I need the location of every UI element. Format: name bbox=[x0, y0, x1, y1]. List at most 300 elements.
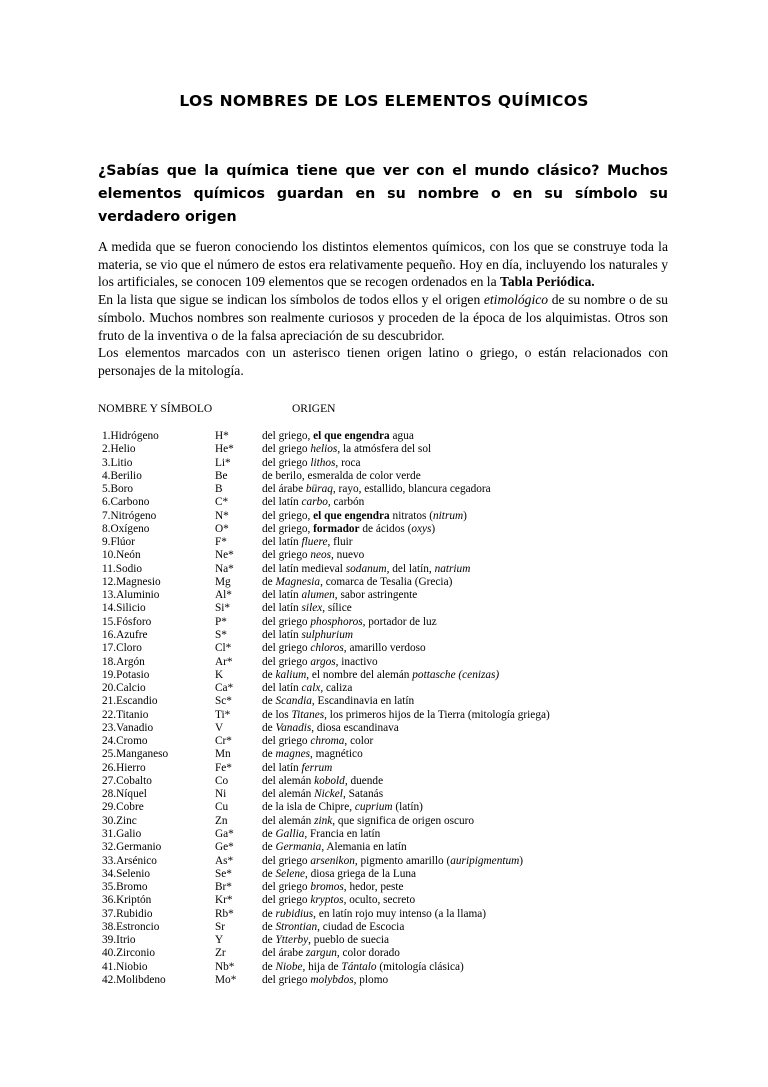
origin-segment: nuevo bbox=[333, 549, 365, 562]
element-symbol: H* bbox=[215, 430, 229, 442]
list-item bbox=[0, 775, 768, 788]
element-name: 12.Magnesio bbox=[102, 575, 161, 588]
element-origin bbox=[262, 748, 682, 761]
element-name: 27.Cobalto bbox=[102, 774, 152, 787]
element-origin bbox=[262, 589, 682, 602]
origin-segment: , Escandinavia en latín bbox=[311, 695, 415, 708]
origin-segment: , amarillo verdoso bbox=[343, 642, 426, 655]
element-symbol: Ca* bbox=[215, 682, 234, 695]
origin-segment: el que engendra bbox=[313, 509, 390, 522]
origin-segment: del griego, bbox=[262, 522, 314, 535]
element-symbol: Br* bbox=[215, 881, 232, 894]
origin-segment: del árabe bbox=[262, 947, 306, 960]
paragraph-1 bbox=[98, 238, 668, 291]
origin-segment: del griego bbox=[262, 854, 311, 867]
element-origin bbox=[262, 775, 682, 788]
origin-segment: del griego bbox=[262, 615, 311, 628]
element-name: 41.Niobio bbox=[102, 960, 148, 973]
element-name: 30.Zinc bbox=[102, 814, 137, 827]
element-symbol: Cl* bbox=[215, 642, 232, 655]
element-name: 19.Potasio bbox=[102, 668, 150, 681]
element-symbol: Y bbox=[215, 934, 224, 947]
origin-segment: del griego bbox=[262, 973, 311, 986]
etymological-term: etimológico bbox=[483, 292, 549, 308]
origin-segment: fluere bbox=[301, 536, 328, 549]
element-symbol: Li* bbox=[215, 456, 231, 469]
element-origin bbox=[262, 974, 682, 987]
element-name: 24.Cromo bbox=[102, 735, 148, 748]
paragraph-1-text: A medida que se fueron conociendo los distintos elementos químicos, con los que se construye toda la materia, se vio que el número de estos era relativamente pequeño. Hoy en día, incluyendo los naturales y los artificiales, se conocen 109 elementos que se recogen ordenados en la bbox=[98, 239, 668, 290]
element-name: 31.Galio bbox=[102, 827, 142, 840]
origin-segment: ) bbox=[431, 522, 436, 535]
origin-segment: nitrum bbox=[433, 509, 464, 522]
list-item bbox=[0, 841, 768, 854]
origin-segment: de bbox=[262, 841, 276, 854]
origin-segment: , los primeros hijos de la Tierra (mitología griega) bbox=[324, 708, 550, 721]
origin-segment: Strontian bbox=[275, 920, 318, 933]
origin-segment: büraq bbox=[305, 483, 333, 496]
element-name: 37.Rubidio bbox=[102, 907, 153, 920]
origin-segment: del griego bbox=[262, 443, 311, 456]
origin-segment: de bbox=[262, 907, 276, 920]
element-origin bbox=[262, 602, 682, 615]
origin-segment: del árabe bbox=[262, 483, 306, 496]
element-list bbox=[0, 430, 768, 987]
origin-segment: , fluir bbox=[327, 536, 353, 549]
origin-segment: , Satanás bbox=[342, 788, 384, 801]
origin-segment: neos, bbox=[310, 549, 334, 562]
element-symbol: Mg bbox=[215, 575, 231, 588]
element-name: 26.Hierro bbox=[102, 761, 146, 774]
element-name: 5.Boro bbox=[102, 483, 134, 496]
element-symbol: Sr bbox=[215, 920, 226, 933]
origin-segment: , diosa griega de la Luna bbox=[304, 867, 417, 880]
origin-segment: , Francia en latín bbox=[304, 827, 381, 840]
origin-segment: del latín medieval bbox=[262, 562, 346, 575]
element-name: 2.Helio bbox=[102, 443, 136, 456]
element-symbol: Cr* bbox=[215, 735, 232, 748]
element-origin bbox=[262, 828, 682, 841]
element-name: 21.Escandio bbox=[102, 695, 158, 708]
list-item bbox=[0, 510, 768, 523]
origin-segment: del latín bbox=[262, 628, 302, 641]
origin-segment: , color bbox=[344, 735, 374, 748]
origin-segment: , del latín, bbox=[386, 562, 435, 575]
origin-segment: (mitología clásica) bbox=[376, 960, 464, 973]
origin-segment: carbo, bbox=[301, 496, 331, 509]
element-origin bbox=[262, 908, 682, 921]
element-origin bbox=[262, 722, 682, 735]
origin-segment: carbón bbox=[330, 496, 365, 509]
list-item bbox=[0, 669, 768, 682]
element-origin bbox=[262, 616, 682, 629]
origin-segment: del alemán bbox=[262, 774, 315, 787]
element-origin bbox=[262, 894, 682, 907]
origin-segment: de bbox=[262, 934, 276, 947]
element-symbol: Rb* bbox=[215, 907, 234, 920]
origin-segment: calx, bbox=[301, 682, 324, 695]
element-origin bbox=[262, 762, 682, 775]
origin-segment: el que engendra bbox=[313, 430, 390, 442]
origin-segment: de bbox=[262, 827, 276, 840]
element-symbol: B bbox=[215, 483, 223, 496]
list-item bbox=[0, 496, 768, 509]
list-item bbox=[0, 855, 768, 868]
paragraph-2-text-b: de su nombre o de su símbolo. Muchos nombres son realmente curiosos y proceden de la época de los alquimistas. Otros son fruto de la inventiva o de la falsa apreciación de su descubridor. bbox=[98, 292, 668, 343]
element-name: 39.Itrio bbox=[102, 934, 136, 947]
element-origin bbox=[262, 430, 682, 443]
origin-segment: , inactivo bbox=[335, 655, 378, 668]
origin-segment: oxys bbox=[411, 522, 432, 535]
element-name: 11.Sodio bbox=[102, 562, 143, 575]
element-symbol: Be bbox=[215, 469, 228, 482]
element-symbol: Ga* bbox=[215, 827, 234, 840]
element-name: 17.Cloro bbox=[102, 642, 142, 655]
element-symbol: Mo* bbox=[215, 973, 237, 986]
origin-segment: de bbox=[262, 748, 276, 761]
element-origin bbox=[262, 868, 682, 881]
origin-segment: , en latín rojo muy intenso (a la llama) bbox=[313, 907, 487, 920]
origin-segment: nitratos ( bbox=[389, 509, 434, 522]
element-symbol: Ni bbox=[215, 788, 227, 801]
list-item bbox=[0, 974, 768, 987]
origin-segment: lithos, bbox=[310, 456, 339, 469]
element-name: 3.Litio bbox=[102, 456, 133, 469]
element-name: 33.Arsénico bbox=[102, 854, 157, 867]
element-name: 23.Vanadio bbox=[102, 721, 154, 734]
element-origin bbox=[262, 563, 682, 576]
list-item bbox=[0, 443, 768, 456]
origin-segment: del griego bbox=[262, 894, 311, 907]
origin-segment: , sabor astringente bbox=[334, 589, 418, 602]
list-item bbox=[0, 934, 768, 947]
origin-segment: del griego bbox=[262, 655, 311, 668]
element-origin bbox=[262, 841, 682, 854]
list-item bbox=[0, 894, 768, 907]
element-origin bbox=[262, 881, 682, 894]
origin-segment: , diosa escandinava bbox=[311, 721, 399, 734]
origin-segment: Tántalo bbox=[341, 960, 377, 973]
list-item bbox=[0, 695, 768, 708]
element-symbol: Na* bbox=[215, 562, 234, 575]
element-origin bbox=[262, 735, 682, 748]
element-name: 13.Aluminio bbox=[102, 589, 160, 602]
origin-segment: Ytterby bbox=[275, 934, 309, 947]
origin-segment: zink bbox=[314, 814, 333, 827]
list-item bbox=[0, 470, 768, 483]
origin-segment: Niobe bbox=[275, 960, 303, 973]
element-symbol: Zr bbox=[215, 947, 226, 960]
element-name: 1.Hidrógeno bbox=[102, 430, 159, 442]
list-item bbox=[0, 523, 768, 536]
element-symbol: He* bbox=[215, 443, 234, 456]
origin-segment: , rayo, estallido, blancura cegadora bbox=[332, 483, 491, 496]
list-item bbox=[0, 908, 768, 921]
element-symbol: Ti* bbox=[215, 708, 231, 721]
origin-segment: de berilo, esmeralda de color verde bbox=[262, 469, 421, 482]
element-origin bbox=[262, 669, 682, 682]
origin-segment: del alemán bbox=[262, 814, 315, 827]
origin-segment: del latín bbox=[262, 496, 302, 509]
element-name: 18.Argón bbox=[102, 655, 145, 668]
paragraph-2 bbox=[98, 291, 668, 344]
element-origin bbox=[262, 815, 682, 828]
origin-segment: del latín bbox=[262, 602, 302, 615]
list-item bbox=[0, 828, 768, 841]
element-origin bbox=[262, 523, 682, 536]
element-origin bbox=[262, 788, 682, 801]
element-name: 15.Fósforo bbox=[102, 615, 152, 628]
element-origin bbox=[262, 642, 682, 655]
element-origin bbox=[262, 549, 682, 562]
element-symbol: Fe* bbox=[215, 761, 232, 774]
list-item bbox=[0, 656, 768, 669]
element-origin bbox=[262, 629, 682, 642]
element-origin bbox=[262, 947, 682, 960]
element-symbol: Se* bbox=[215, 867, 232, 880]
origin-segment: del griego bbox=[262, 881, 311, 894]
list-item bbox=[0, 735, 768, 748]
element-symbol: N* bbox=[215, 509, 229, 522]
origin-segment: Scandia bbox=[275, 695, 312, 708]
page-title: LOS NOMBRES DE LOS ELEMENTOS QUÍMICOS bbox=[179, 92, 589, 110]
origin-segment: del griego bbox=[262, 642, 311, 655]
element-origin bbox=[262, 682, 682, 695]
origin-segment: , comarca de Tesalia (Grecia) bbox=[320, 575, 453, 588]
origin-segment: Vanadis bbox=[275, 721, 312, 734]
origin-segment: del latín bbox=[262, 682, 302, 695]
origin-segment: del griego bbox=[262, 549, 311, 562]
element-symbol: Si* bbox=[215, 602, 231, 615]
element-symbol: V bbox=[215, 721, 224, 734]
element-symbol: S* bbox=[215, 628, 227, 641]
origin-segment: del alemán bbox=[262, 788, 315, 801]
element-symbol: Nb* bbox=[215, 960, 235, 973]
list-item bbox=[0, 868, 768, 881]
list-item bbox=[0, 881, 768, 894]
origin-segment: alumen bbox=[301, 589, 335, 602]
origin-segment: bromos bbox=[310, 881, 344, 894]
origin-segment: , duende bbox=[344, 774, 384, 787]
origin-segment: sulphurium bbox=[301, 628, 354, 641]
element-name: 20.Calcio bbox=[102, 682, 146, 695]
origin-segment: Germania bbox=[275, 841, 322, 854]
origin-segment: de bbox=[262, 867, 276, 880]
origin-segment: del griego bbox=[262, 456, 311, 469]
origin-segment: , plomo bbox=[353, 973, 389, 986]
origin-segment: de los bbox=[262, 708, 292, 721]
origin-segment: magnes bbox=[275, 748, 311, 761]
origin-segment: phosphoros bbox=[310, 615, 363, 628]
origin-segment: de bbox=[262, 721, 276, 734]
list-item bbox=[0, 536, 768, 549]
element-symbol: Mn bbox=[215, 748, 231, 761]
element-name: 32.Germanio bbox=[102, 841, 162, 854]
origin-segment: , magnético bbox=[310, 748, 363, 761]
list-item bbox=[0, 549, 768, 562]
element-symbol: Ne* bbox=[215, 549, 234, 562]
origin-segment: sodanum bbox=[345, 562, 387, 575]
origin-segment: , hedor, peste bbox=[343, 881, 404, 894]
header-origin: ORIGEN bbox=[292, 403, 336, 415]
origin-segment: del latín bbox=[262, 761, 302, 774]
element-name: 34.Selenio bbox=[102, 867, 151, 880]
origin-segment: ) bbox=[519, 854, 524, 867]
element-name: 22.Titanio bbox=[102, 708, 149, 721]
origin-segment: molybdos bbox=[310, 973, 354, 986]
origin-segment: caliza bbox=[323, 682, 353, 695]
list-item bbox=[0, 722, 768, 735]
element-origin bbox=[262, 656, 682, 669]
element-origin bbox=[262, 921, 682, 934]
element-name: 6.Carbono bbox=[102, 496, 150, 509]
list-item bbox=[0, 629, 768, 642]
origin-segment: , hija de bbox=[302, 960, 342, 973]
origin-segment: del griego bbox=[262, 735, 311, 748]
list-item bbox=[0, 682, 768, 695]
origin-segment: , pigmento amarillo ( bbox=[354, 854, 451, 867]
origin-segment: de bbox=[262, 575, 276, 588]
element-origin bbox=[262, 536, 682, 549]
origin-segment: de bbox=[262, 920, 276, 933]
element-origin bbox=[262, 934, 682, 947]
origin-segment: , color dorado bbox=[336, 947, 400, 960]
element-name: 14.Silicio bbox=[102, 602, 146, 615]
origin-segment: , oculto, secreto bbox=[343, 894, 416, 907]
origin-segment: pottasche (cenizas) bbox=[412, 668, 500, 681]
element-symbol: K bbox=[215, 668, 224, 681]
list-item bbox=[0, 576, 768, 589]
list-item bbox=[0, 762, 768, 775]
origin-segment: formador bbox=[313, 522, 360, 535]
intro-question: ¿Sabías que la química tiene que ver con el mundo clásico? Muchos elementos químicos guardan en su nombre o en su símbolo su verdadero origen bbox=[98, 163, 668, 225]
origin-segment: de bbox=[262, 668, 276, 681]
list-item bbox=[0, 947, 768, 960]
origin-segment: kryptos bbox=[310, 894, 344, 907]
element-name: 29.Cobre bbox=[102, 801, 144, 814]
origin-segment: Nickel bbox=[314, 788, 343, 801]
list-item bbox=[0, 642, 768, 655]
element-symbol: Ar* bbox=[215, 655, 233, 668]
origin-segment: cuprium bbox=[354, 801, 393, 814]
origin-segment: Selene bbox=[275, 867, 305, 880]
body-text bbox=[98, 238, 668, 380]
origin-segment: del griego, bbox=[262, 509, 314, 522]
element-name: 25.Manganeso bbox=[102, 748, 169, 761]
origin-segment: arsenikon bbox=[310, 854, 355, 867]
origin-segment: natrium bbox=[434, 562, 471, 575]
origin-segment: , la atmósfera del sol bbox=[337, 443, 432, 456]
element-origin bbox=[262, 801, 682, 814]
origin-segment: ferrum bbox=[301, 761, 333, 774]
element-name: 8.Oxígeno bbox=[102, 522, 150, 535]
origin-segment: rubidius bbox=[275, 907, 314, 920]
element-name: 36.Kriptón bbox=[102, 894, 152, 907]
element-origin bbox=[262, 470, 682, 483]
element-name: 35.Bromo bbox=[102, 881, 148, 894]
origin-segment: del latín bbox=[262, 589, 302, 602]
origin-segment: argos bbox=[310, 655, 336, 668]
element-origin bbox=[262, 709, 682, 722]
element-origin bbox=[262, 510, 682, 523]
origin-segment: roca bbox=[338, 456, 361, 469]
element-origin bbox=[262, 855, 682, 868]
origin-segment: , sílice bbox=[322, 602, 352, 615]
element-symbol: As* bbox=[215, 854, 234, 867]
origin-segment: , ciudad de Escocia bbox=[317, 920, 405, 933]
origin-segment: Titanes bbox=[291, 708, 325, 721]
origin-segment: Gallia bbox=[275, 827, 305, 840]
origin-segment: , que significa de origen oscuro bbox=[332, 814, 475, 827]
element-origin bbox=[262, 576, 682, 589]
origin-segment: helios bbox=[310, 443, 338, 456]
element-symbol: Ge* bbox=[215, 841, 234, 854]
element-symbol: Cu bbox=[215, 801, 229, 814]
list-item bbox=[0, 457, 768, 470]
element-name: 10.Neón bbox=[102, 549, 141, 562]
element-origin bbox=[262, 496, 682, 509]
element-name: 4.Berilio bbox=[102, 469, 142, 482]
origin-segment: , Alemania en latín bbox=[321, 841, 407, 854]
list-item bbox=[0, 563, 768, 576]
origin-segment: , el nombre del alemán bbox=[306, 668, 413, 681]
list-item bbox=[0, 815, 768, 828]
list-item bbox=[0, 430, 768, 443]
origin-segment: auripigmentum bbox=[450, 854, 520, 867]
element-symbol: F* bbox=[215, 536, 227, 549]
origin-segment: chloros bbox=[310, 642, 344, 655]
list-item bbox=[0, 961, 768, 974]
origin-segment: ) bbox=[463, 509, 467, 522]
origin-segment: agua bbox=[389, 430, 414, 442]
element-symbol: Sc* bbox=[215, 695, 232, 708]
element-symbol: Zn bbox=[215, 814, 228, 827]
element-name: 40.Zirconio bbox=[102, 947, 156, 960]
list-item bbox=[0, 748, 768, 761]
element-name: 38.Estroncio bbox=[102, 920, 160, 933]
list-item bbox=[0, 709, 768, 722]
element-symbol: P* bbox=[215, 615, 227, 628]
origin-segment: kobold bbox=[314, 774, 345, 787]
element-origin bbox=[262, 483, 682, 496]
list-item bbox=[0, 602, 768, 615]
origin-segment: de ácidos ( bbox=[359, 522, 412, 535]
origin-segment: de bbox=[262, 695, 276, 708]
element-symbol: Co bbox=[215, 774, 229, 787]
origin-segment: de bbox=[262, 960, 276, 973]
element-name: 28.Níquel bbox=[102, 788, 147, 801]
header-name-symbol: NOMBRE Y SÍMBOLO bbox=[98, 403, 213, 415]
element-symbol: Kr* bbox=[215, 894, 233, 907]
origin-segment: chroma bbox=[310, 735, 345, 748]
origin-segment: (latín) bbox=[392, 801, 423, 814]
paragraph-2-text-a: En la lista que sigue se indican los símbolos de todos ellos y el origen bbox=[98, 292, 484, 308]
paragraph-3: Los elementos marcados con un asterisco tienen origen latino o griego, o están relacionados con personajes de la mitología. bbox=[98, 345, 668, 378]
origin-segment: del griego, bbox=[262, 430, 314, 442]
element-origin bbox=[262, 457, 682, 470]
element-symbol: C* bbox=[215, 496, 229, 509]
origin-segment: zargun bbox=[305, 947, 337, 960]
origin-segment: silex bbox=[301, 602, 323, 615]
element-symbol: O* bbox=[215, 522, 229, 535]
list-item bbox=[0, 788, 768, 801]
origin-segment: kalium bbox=[275, 668, 307, 681]
element-name: 9.Flúor bbox=[102, 536, 135, 549]
list-item bbox=[0, 616, 768, 629]
list-item bbox=[0, 801, 768, 814]
element-origin bbox=[262, 695, 682, 708]
list-item bbox=[0, 483, 768, 496]
